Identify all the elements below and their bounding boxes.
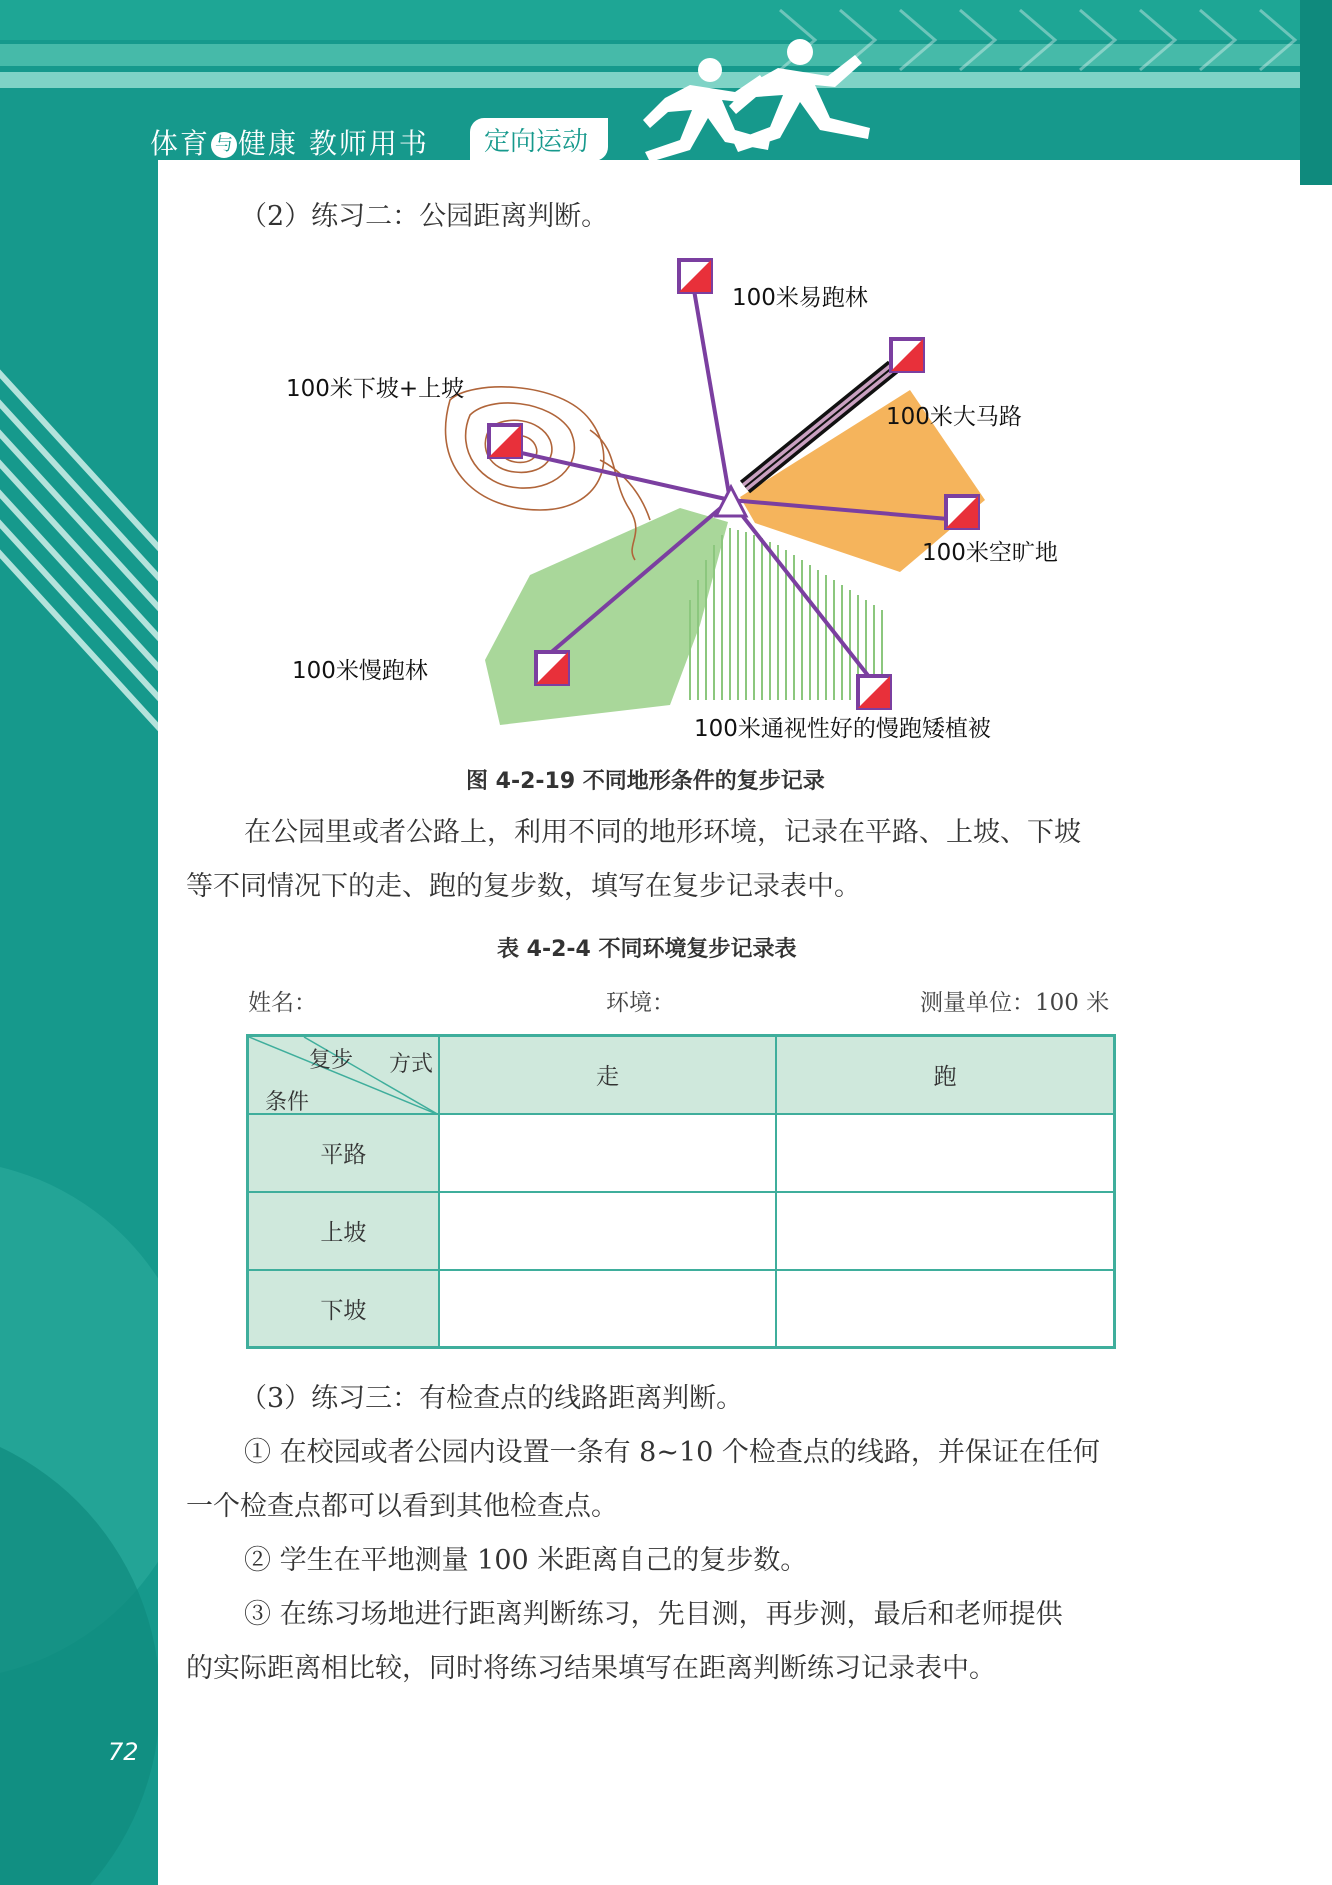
slow-forest-area <box>485 508 728 725</box>
cell-downhill-run <box>776 1270 1114 1348</box>
control-flag-hill <box>489 425 521 457</box>
corner-label-step: 复步 <box>309 1048 354 1073</box>
corner-label-method: 方式 <box>389 1052 434 1077</box>
table-row <box>248 1114 1115 1192</box>
exercise3-item3-line1: ③ 在练习场地进行距离判断练习，先目测，再步测，最后和老师提供 <box>244 1599 1063 1630</box>
body-text-line1: 在公园里或者公路上，利用不同的地形环境，记录在平路、上坡、下坡 <box>244 817 1081 848</box>
corner-label-condition: 条件 <box>265 1090 310 1115</box>
control-flag-main-road <box>891 339 923 371</box>
label-main-road: 100米大马路 <box>886 404 1022 430</box>
cell-uphill-run <box>776 1192 1114 1270</box>
control-flag-open-land <box>946 496 978 528</box>
figure-caption: 图 4-2-19 不同地形条件的复步记录 <box>466 769 825 794</box>
book-title-part-b: 健康 教师用书 <box>238 127 429 160</box>
section-badge: 定向运动 <box>470 118 608 161</box>
table-row <box>248 1270 1115 1348</box>
cell-uphill-walk <box>439 1192 777 1270</box>
table-caption: 表 4-2-4 不同环境复步记录表 <box>497 937 797 962</box>
label-easy-forest: 100米易跑林 <box>732 285 868 311</box>
body-text-line2: 等不同情况下的走、跑的复步数，填写在复步记录表中。 <box>186 871 861 902</box>
label-low-vegetation: 100米通视性好的慢跑矮植被 <box>694 716 991 742</box>
step-record-table <box>246 1034 1116 1349</box>
meta-unit: 测量单位：100 米 <box>920 990 1110 1016</box>
book-title-yu: 与 <box>211 132 237 158</box>
table-row <box>248 1192 1115 1270</box>
label-slow-forest: 100米慢跑林 <box>292 658 428 684</box>
cell-flat-run <box>776 1114 1114 1192</box>
meta-environment: 环境： <box>606 990 675 1016</box>
row-label-uphill: 上坡 <box>248 1192 439 1270</box>
row-label-flat: 平路 <box>248 1114 439 1192</box>
control-flag-slow-forest <box>536 652 568 684</box>
exercise3-heading: （3）练习三：有检查点的线路距离判断。 <box>240 1383 744 1414</box>
exercise3-item1-line1: ① 在校园或者公园内设置一条有 8~10 个检查点的线路，并保证在任何 <box>244 1437 1100 1468</box>
exercise2-heading: （2）练习二：公园距离判断。 <box>240 201 609 232</box>
page-number: 72 <box>108 1738 139 1766</box>
book-title-part-a: 体育 <box>150 127 211 160</box>
exercise3-item2: ② 学生在平地测量 100 米距离自己的复步数。 <box>244 1545 808 1576</box>
meta-name: 姓名： <box>248 990 317 1016</box>
terrain-figure <box>0 0 1332 800</box>
col-header-walk: 走 <box>439 1036 777 1114</box>
label-open-land: 100米空旷地 <box>922 540 1058 566</box>
cell-downhill-walk <box>439 1270 777 1348</box>
exercise3-item1-line2: 一个检查点都可以看到其他检查点。 <box>186 1491 618 1522</box>
cell-flat-walk <box>439 1114 777 1192</box>
label-downhill-uphill: 100米下坡+上坡 <box>286 376 465 402</box>
col-header-run: 跑 <box>776 1036 1114 1114</box>
exercise3-item3-line2: 的实际距离相比较，同时将练习结果填写在距离判断练习记录表中。 <box>186 1653 996 1684</box>
control-flag-easy-forest <box>679 260 711 292</box>
table-corner-cell <box>248 1036 439 1114</box>
row-label-downhill: 下坡 <box>248 1270 439 1348</box>
control-flag-low-vegetation <box>858 676 890 708</box>
